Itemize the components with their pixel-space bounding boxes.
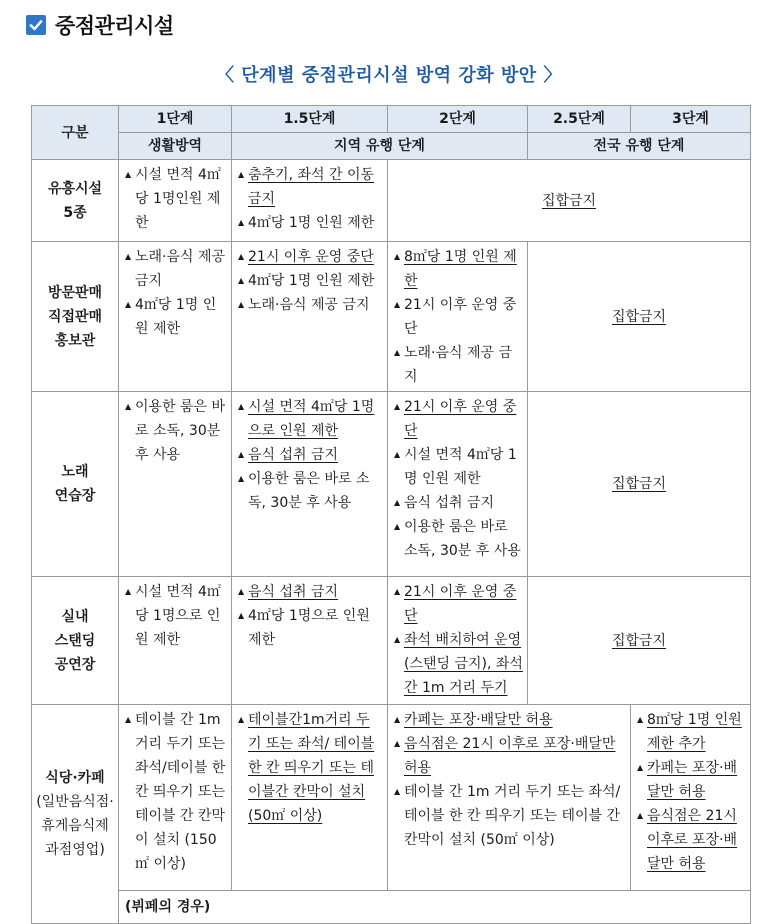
list-item: ▲ 4㎡당 1명으로 인원 제한	[238, 608, 370, 648]
stage-3-header: 3단계	[631, 106, 751, 133]
list-item: ▲ 이용한 룸은 바로 소독, 30분 후 사용	[394, 519, 521, 559]
stage-1-header: 1단계	[119, 106, 232, 133]
stage-1-5-cell	[232, 705, 388, 891]
table-title: 〈 단계별 중점관리시설 방역 강화 방안 〉	[216, 65, 562, 86]
stage-header-row	[32, 106, 751, 133]
stage-2-cell	[388, 392, 528, 577]
list-item: ▲ 춤추기, 좌석 간 이동 금지	[238, 167, 374, 207]
row-category: 노래 연습장	[32, 392, 119, 577]
table-row	[32, 392, 751, 577]
list-item: ▲ 음식 섭취 금지	[238, 447, 339, 463]
stage-1-cell	[119, 160, 232, 242]
buffet-note: (뷔페의 경우)	[119, 891, 751, 924]
section-heading	[26, 10, 174, 40]
row-category: 방문판매 직접판매 홍보관	[32, 242, 119, 392]
table-row	[32, 242, 751, 392]
list-item: ▲ 시설 면적 4㎡당 1명 인원 제한	[394, 447, 517, 487]
stage-1-cell	[119, 705, 232, 891]
list-item: ▲ 노래·음식 제공 금지	[394, 345, 513, 385]
corner-header: 구분	[32, 106, 119, 160]
row-category: 식당·카페 (일반음식점·휴게음식제과점영업)	[32, 705, 119, 924]
stage-1-cell	[119, 242, 232, 392]
stage-1-5-cell	[232, 392, 388, 577]
stage-1-5-cell	[232, 577, 388, 705]
list-item: ▲ 4㎡당 1명 인원 제한	[125, 297, 217, 337]
stage-1-cell	[119, 392, 232, 577]
ban-cell: 집합금지	[528, 242, 751, 392]
list-item: ▲ 음식 섭취 금지	[238, 584, 339, 600]
row-category: 실내 스탠딩 공연장	[32, 577, 119, 705]
stage-2-5-header: 2.5단계	[528, 106, 631, 133]
group-header-row	[32, 133, 751, 160]
section-heading-text: 중점관리시설	[55, 14, 174, 38]
list-item: ▲ 21시 이후 운영 중단	[394, 399, 517, 439]
list-item: ▲ 8㎡당 1명 인원 제한	[394, 249, 517, 289]
list-item: ▲ 4㎡당 1명 인원 제한	[238, 215, 375, 231]
list-item: ▲ 음식 섭취 금지	[394, 495, 495, 511]
list-item: ▲ 카페는 포장·배달만 허용	[394, 712, 553, 728]
list-item: ▲ 이용한 룸은 바로 소독, 30분 후 사용	[238, 471, 370, 511]
stage-2-cell	[388, 705, 631, 891]
checkbox-checked-icon	[26, 15, 46, 35]
list-item: ▲ 4㎡당 1명 인원 제한	[238, 273, 375, 289]
table-row	[32, 160, 751, 242]
list-item: ▲ 21시 이후 운영 중단	[394, 584, 517, 624]
table-row	[32, 577, 751, 705]
list-item: ▲ 테이블 간 1m 거리 두기 또는 좌석/테이블 한 칸 띄우기 또는 테이블 간 칸막이 설치 (150㎡ 이상)	[125, 712, 226, 872]
list-item: ▲ 시설 면적 4㎡당 1명인원 제한	[125, 167, 221, 231]
ban-cell: 집합금지	[528, 577, 751, 705]
list-item: ▲ 8㎡당 1명 인원 제한 추가	[637, 712, 742, 752]
list-item: ▲ 시설 면적 4㎡당 1명으로 인원 제한	[238, 399, 375, 439]
quarantine-measures-table	[31, 105, 751, 924]
list-item: ▲ 음식점은 21시 이후로 포장·배달만 허용	[637, 808, 738, 872]
list-item: ▲ 21시 이후 운영 중단	[238, 249, 374, 265]
stage-2-cell	[388, 242, 528, 392]
table-row	[32, 705, 751, 891]
stage-1-cell	[119, 577, 232, 705]
ban-cell: 집합금지	[528, 392, 751, 577]
stage-2-cell	[388, 577, 528, 705]
list-item: ▲ 음식점은 21시 이후로 포장·배달만 허용	[394, 736, 616, 776]
list-item: ▲ 노래·음식 제공 금지	[125, 249, 226, 289]
list-item: ▲ 시설 면적 4㎡당 1명으로 인원 제한	[125, 584, 221, 648]
list-item: ▲ 테이블간1m거리 두기 또는 좌석/ 테이블 한 칸 띄우기 또는 테이블간 칸막이 설치 (50㎡ 이상)	[238, 712, 375, 824]
list-item: ▲ 좌석 배치하여 운영 (스탠딩 금지), 좌석 간 1m 거리 두기	[394, 632, 523, 696]
group-regional-header: 지역 유행 단계	[232, 133, 528, 160]
row-category: 유흥시설 5종	[32, 160, 119, 242]
group-national-header: 전국 유행 단계	[528, 133, 751, 160]
list-item: ▲ 이용한 룸은 바로 소독, 30분 후 사용	[125, 399, 226, 463]
stage-1-5-cell	[232, 160, 388, 242]
list-item: ▲ 카페는 포장·배달만 허용	[637, 760, 738, 800]
stage-3-cell	[631, 705, 751, 891]
list-item: ▲ 테이블 간 1m 거리 두기 또는 좌석/테이블 한 칸 띄우기 또는 테이블 간 칸막이 설치 (50㎡ 이상)	[394, 784, 621, 848]
list-item: ▲ 21시 이후 운영 중단	[394, 297, 517, 337]
table-row	[32, 891, 751, 924]
stage-1-5-cell	[232, 242, 388, 392]
ban-cell: 집합금지	[388, 160, 751, 242]
group-life-header: 생활방역	[119, 133, 232, 160]
list-item: ▲ 노래·음식 제공 금지	[238, 297, 370, 313]
stage-2-header: 2단계	[388, 106, 528, 133]
stage-1-5-header: 1.5단계	[232, 106, 388, 133]
